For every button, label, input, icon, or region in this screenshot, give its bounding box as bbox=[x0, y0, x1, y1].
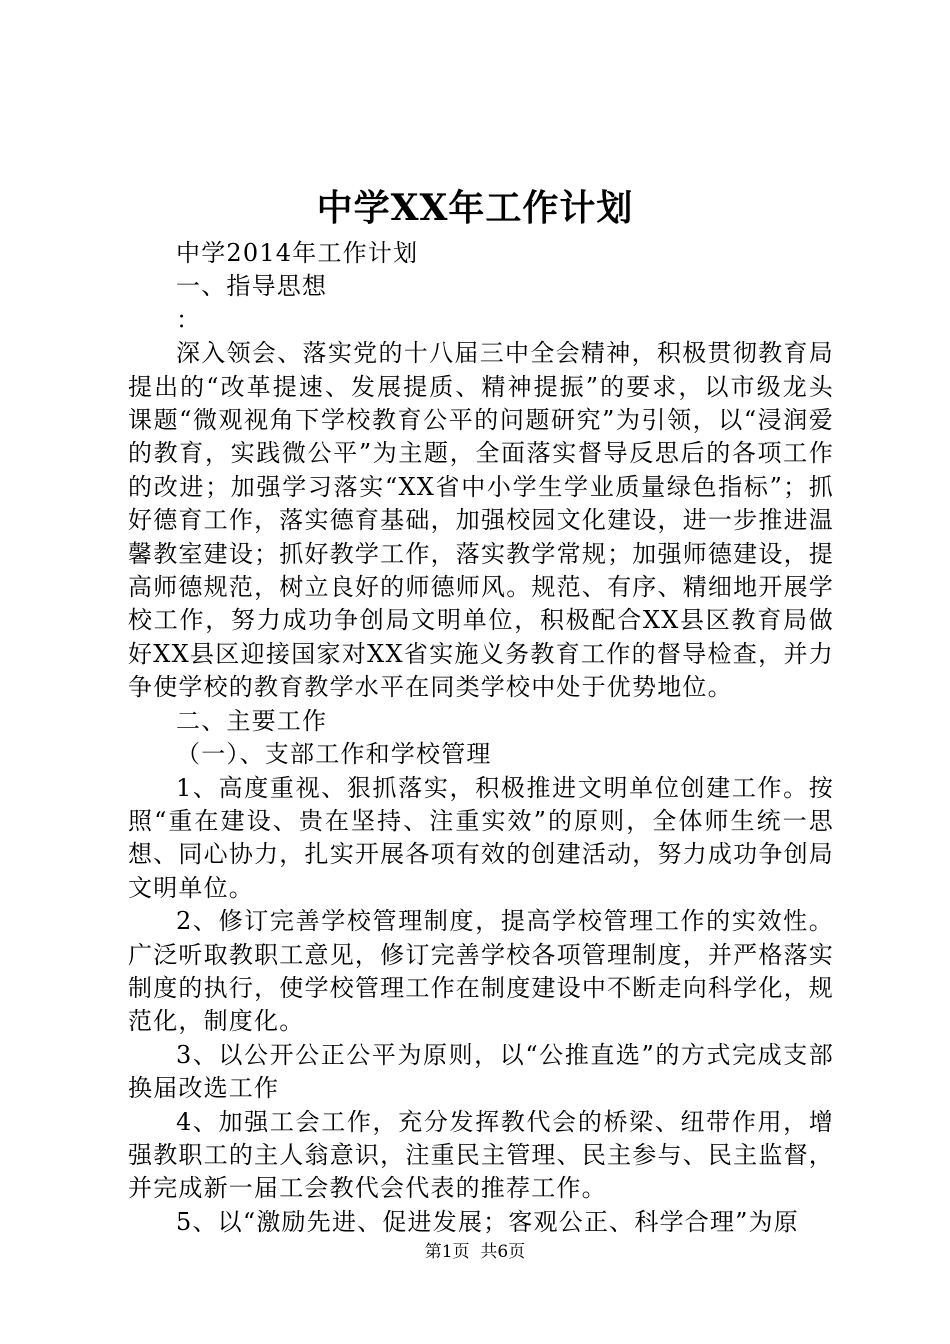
page-number-current: 第1页 bbox=[424, 1242, 470, 1262]
page-footer bbox=[0, 1240, 950, 1264]
colon-line: ： bbox=[176, 305, 202, 334]
paragraph-item-3: 3、以公开公正公平为原则，以“公推直选”的方式完成支部换届改选工作 bbox=[128, 1040, 834, 1103]
subsection-heading-branch-management: （一）、支部工作和学校管理 bbox=[176, 740, 492, 769]
document-body bbox=[128, 237, 834, 1239]
section-heading-guiding-thought: 一、指导思想 bbox=[176, 272, 328, 301]
paragraph-guiding-thought: 深入领会、落实党的十八届三中全会精神，积极贯彻教育局提出的“改革提速、发展提质、精神提振”的要求，以市级龙头课题“微观视角下学校教育公平的问题研究”为引领，以“浸润爱的教育，实践微公平”为主题，全面落实督导反思后的各项工作的改进；加强学习落实“XX省中小学生学业质量绿色指标”；抓好德育工作，落实德育基础，加强校园文化建设，进一步推进温馨教室建设；抓好教学工作，落实教学常规；加强师德建设，提高师德规范，树立良好的师德师风。规范、有序、精细地开展学校工作，努力成功争创局文明单位，积极配合XX县区教育局做好XX县区迎接国家对XX省实施义务教育工作的督导检查，并力争使学校的教育教学水平在同类学校中处于优势地位。 bbox=[128, 339, 834, 702]
document-title: 中学XX年工作计划 bbox=[316, 187, 634, 229]
footer-separator bbox=[470, 1242, 481, 1262]
page-number-total: 共6页 bbox=[480, 1242, 526, 1262]
paragraph-item-2: 2、修订完善学校管理制度，提高学校管理工作的实效性。广泛听取教职工意见，修订完善学校各项管理制度，并严格落实制度的执行，使学校管理工作在制度建设中不断走向科学化，规范化，制度化。 bbox=[128, 907, 834, 1036]
subtitle-line: 中学2014年工作计划 bbox=[176, 239, 419, 267]
paragraph-item-5: 5、以“激励先进、促进发展；客观公正、科学合理”为原 bbox=[176, 1207, 800, 1236]
paragraph-item-4: 4、加强工会工作，充分发挥教代会的桥梁、纽带作用，增强教职工的主人翁意识，注重民主管理、民主参与、民主监督，并完成新一届工会教代会代表的推荐工作。 bbox=[128, 1107, 834, 1203]
paragraph-item-1: 1、高度重视、狠抓落实，积极推进文明单位创建工作。按照“重在建设、贵在坚持、注重实效”的原则，全体师生统一思想、同心协力，扎实开展各项有效的创建活动，努力成功争创局文明单位。 bbox=[128, 773, 834, 902]
section-heading-main-work: 二、主要工作 bbox=[176, 706, 328, 735]
